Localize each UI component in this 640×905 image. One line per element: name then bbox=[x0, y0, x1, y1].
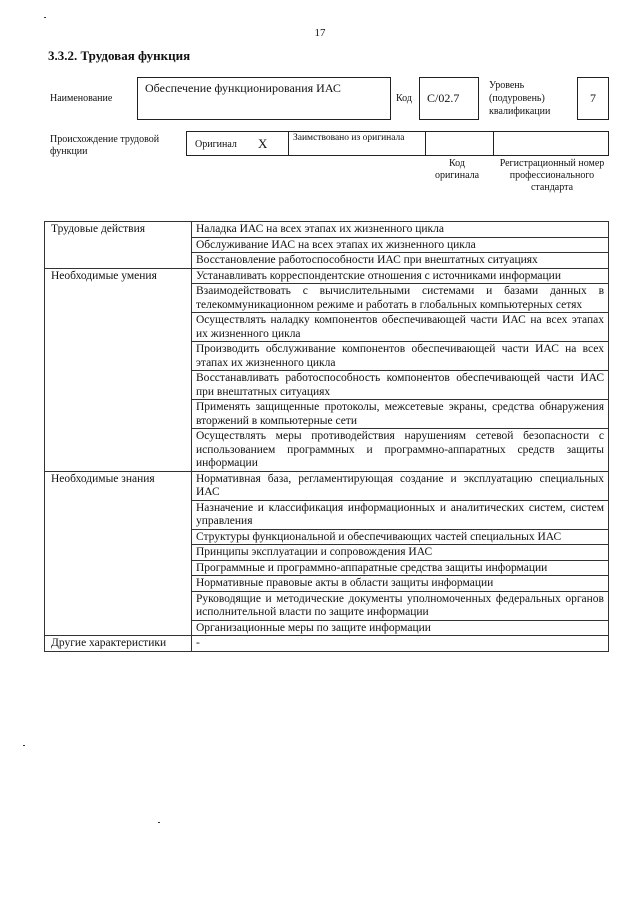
section-title: Необходимые умения bbox=[45, 268, 192, 471]
scan-speck bbox=[23, 745, 25, 746]
table-row bbox=[45, 222, 609, 238]
list-item: Осуществлять меры противодействия нарушениям сетевой безопасности с использованием программных и программно-аппаратных средств защиты информации bbox=[192, 429, 609, 472]
list-item: Нормативная база, регламентирующая создание и эксплуатацию специальных ИАС bbox=[192, 471, 609, 500]
table-row bbox=[45, 636, 609, 652]
list-item: Организационные меры по защите информации bbox=[192, 620, 609, 636]
reg-number-label: Регистрационный номер профессионального стандарта bbox=[499, 158, 605, 193]
borrowed-label: Заимствовано из оригинала bbox=[293, 133, 405, 143]
level-label: Уровень (подуровень) квалификации bbox=[489, 80, 551, 117]
list-item: Руководящие и методические документы уполномоченных федеральных органов исполнительной власти по защите информации bbox=[192, 591, 609, 620]
page-number: 17 bbox=[314, 27, 326, 39]
name-label: Наименование bbox=[50, 93, 113, 104]
function-name-box bbox=[137, 77, 391, 120]
original-label: Оригинал bbox=[195, 139, 237, 150]
scan-speck bbox=[44, 17, 46, 18]
code-value: С/02.7 bbox=[427, 91, 460, 105]
function-name: Обеспечение функционирования ИАС bbox=[145, 81, 341, 95]
table-row bbox=[45, 471, 609, 500]
section-title: Трудовые действия bbox=[45, 222, 192, 269]
list-item: Взаимодействовать с вычислительными системами и базами данных в телекоммуникационном режиме и работать в глобальных компьютерных сетях bbox=[192, 284, 609, 313]
list-item: Восстанавливать работоспособность компонентов обеспечивающей части ИАС при внештатных ситуациях bbox=[192, 371, 609, 400]
scan-speck bbox=[158, 822, 160, 823]
section-title: Другие характеристики bbox=[45, 636, 192, 652]
list-item: - bbox=[192, 636, 609, 652]
list-item: Структуры функциональной и обеспечивающих частей специальных ИАС bbox=[192, 529, 609, 545]
list-item: Принципы эксплуатации и сопровождения ИАС bbox=[192, 545, 609, 561]
list-item: Обслуживание ИАС на всех этапах их жизненного цикла bbox=[192, 237, 609, 253]
list-item: Применять защищенные протоколы, межсетевые экраны, средства обнаружения вторжений в компьютерные сети bbox=[192, 400, 609, 429]
section-heading: 3.3.2. Трудовая функция bbox=[48, 48, 191, 63]
code-box bbox=[419, 77, 479, 120]
list-item: Программные и программно-аппаратные средства защиты информации bbox=[192, 560, 609, 576]
list-item: Устанавливать корреспондентские отношения с источниками информации bbox=[192, 268, 609, 284]
original-mark: X bbox=[258, 136, 268, 151]
list-item: Осуществлять наладку компонентов обеспечивающей части ИАС на всех этапах их жизненного цикла bbox=[192, 313, 609, 342]
list-item: Наладка ИАС на всех этапах их жизненного цикла bbox=[192, 222, 609, 238]
section-title: Необходимые знания bbox=[45, 471, 192, 636]
list-item: Нормативные правовые акты в области защиты информации bbox=[192, 576, 609, 592]
origin-label: Происхождение трудовой функции bbox=[50, 134, 160, 157]
level-box bbox=[577, 77, 609, 120]
level-value: 7 bbox=[590, 91, 596, 105]
code-label: Код bbox=[396, 93, 412, 104]
list-item: Назначение и классификация информационных и аналитических систем, систем управления bbox=[192, 500, 609, 529]
list-item: Восстановление работоспособности ИАС при внештатных ситуациях bbox=[192, 253, 609, 269]
origin-box bbox=[186, 131, 609, 156]
table-row bbox=[45, 268, 609, 284]
function-details-table bbox=[44, 221, 609, 652]
code-original-label: Код оригинала bbox=[434, 158, 480, 181]
list-item: Производить обслуживание компонентов обеспечивающей части ИАС на всех этапах их жизненного цикла bbox=[192, 342, 609, 371]
